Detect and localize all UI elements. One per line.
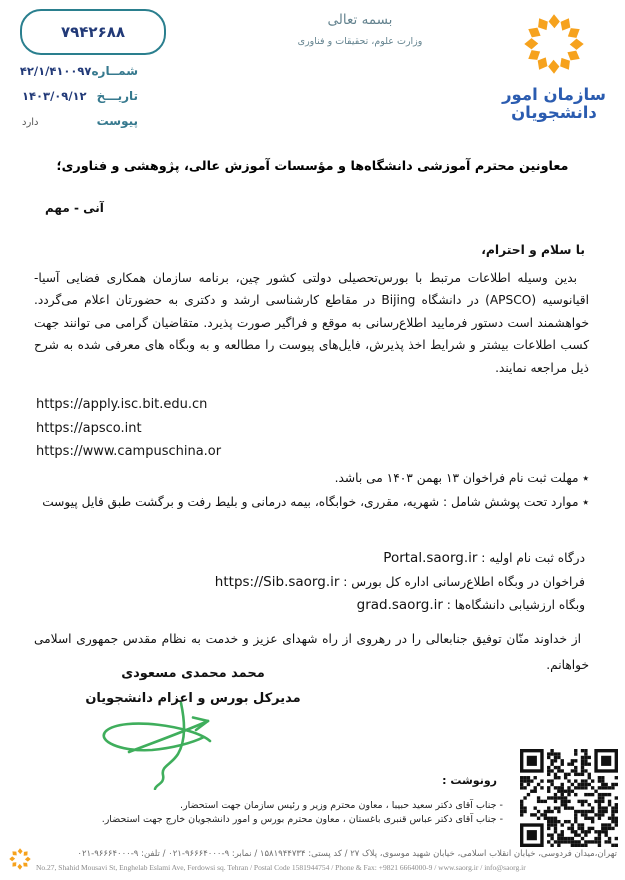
portal-registration-url[interactable]: Portal.saorg.ir bbox=[383, 550, 478, 566]
qr-code bbox=[520, 749, 618, 847]
portal-links bbox=[34, 547, 585, 618]
portal-announcement-url[interactable]: https://Sib.saorg.ir bbox=[214, 573, 340, 590]
link-campuschina[interactable]: https://www.campuschina.or bbox=[36, 444, 222, 459]
number-value: ۴۲/۱/۴۱۰۰۹۷ bbox=[19, 64, 92, 78]
number-label: شمــاره bbox=[91, 64, 138, 78]
external-links bbox=[36, 393, 356, 464]
attachment-value: دارد bbox=[22, 117, 39, 128]
bullet-deadline: ٭ مهلت ثبت نام فراخوان ۱۳ بهمن ۱۴۰۳ می باشد. bbox=[334, 471, 589, 485]
registration-stamp bbox=[20, 9, 166, 55]
cc-label: رونوشت : bbox=[442, 774, 497, 787]
greeting-text: با سلام و احترام، bbox=[481, 243, 585, 257]
cc-list bbox=[40, 799, 503, 826]
date-label: تاریـــخ bbox=[96, 89, 138, 103]
meta-row-date bbox=[22, 89, 138, 103]
org-name bbox=[498, 86, 610, 123]
letter-meta bbox=[19, 64, 138, 139]
footer-address-en: No.27, Shahid Mousavi St, Enghelab Eslami Ave, Ferdowsi sq. Tehran / Postal Code 1581944754 / Phone & Fax: +9821 6664000-9 / www.saorg.ir / info@saorg.ir bbox=[36, 863, 526, 872]
cc-item-1: - جناب آقای دکتر سعید حبیبا ، معاون محترم وزیر و رئیس سازمان جهت استحضار. bbox=[179, 800, 503, 811]
priority-tag: آنی - مهم bbox=[45, 201, 104, 215]
closing-paragraph: از خداوند منّان توفیق جنابعالی را در رهروی از راه شهدای عزیز و خدمت به نظام مقدس جمهوری اسلامی خواهانم. bbox=[34, 632, 589, 672]
signatory-title: مدیرکل بورس و اعزام دانشجویان bbox=[85, 691, 301, 706]
portal-evaluation bbox=[34, 594, 585, 618]
bullet-notes bbox=[34, 466, 589, 514]
attachment-label: پیوست bbox=[96, 114, 138, 128]
portal-announcement bbox=[34, 571, 585, 595]
cc-item-2: - جناب آقای دکتر عباس قنبری باغستان ، معاون محترم بورس و امور دانشجویان خارج جهت استحضار. bbox=[101, 813, 503, 825]
portal-evaluation-url[interactable]: grad.saorg.ir bbox=[356, 597, 443, 613]
org-name-line2: دانشجویان bbox=[511, 103, 597, 123]
header-center-block bbox=[250, 12, 470, 47]
meta-row-number bbox=[19, 64, 138, 78]
sun-logo-icon bbox=[516, 8, 592, 80]
date-value: ۱۴۰۳/۰۹/۱۲ bbox=[22, 89, 87, 103]
letter-body: بدین وسیله اطلاعات مرتبط با بورس‌تحصیلی دولتی کشور چین، برنامه سازمان همکاری فضایی آسیا- اقیانوسیه (APSCO) در دانشگاه Bijing در مقاطع کارشناسی ارشد و دکتری به حضورتان اعلام می‌گردد. خواهشمند است دستور فرمایید اطلاع‌رسانی به موقع و فراگیر صورت پذیرد. متقاضیان گرامی می توانند جهت کسب اطلاعات بیشتر و شرایط اخذ پذیرش، فایل‌های پیوست را مطالعه و به وبگاه های معرفی شده به شرح ذیل مراجعه نمایند. bbox=[34, 271, 589, 375]
signatory-name: محمد محمدی مسعودی bbox=[121, 666, 265, 681]
portal-registration bbox=[34, 547, 585, 571]
bullet-coverage: ٭ موارد تحت پوشش شامل : شهریه، مقرری، خوابگاه، بیمه درمانی و بلیط رفت و برگشت طبق فایل پیوست bbox=[42, 495, 589, 509]
portal-announcement-label: فراخوان در وبگاه اطلاع‌رسانی اداره کل بورس : bbox=[343, 574, 585, 589]
letter-subject: معاونین محترم آموزشی دانشگاه‌ها و مؤسسات آموزش عالی، پژوهشی و فناوری؛ bbox=[56, 159, 569, 174]
besmele-text: بسمه تعالی bbox=[327, 12, 393, 28]
meta-row-attachment bbox=[22, 114, 138, 128]
portal-evaluation-label: وبگاه ارزشیابی دانشگاه‌ها : bbox=[446, 598, 585, 612]
footer-sun-logo-icon bbox=[7, 846, 33, 872]
link-apsco[interactable]: https://apsco.int bbox=[36, 420, 142, 436]
ministry-name: وزارت علوم، تحقیقات و فناوری bbox=[297, 36, 423, 47]
footer-address-fa: تهران،میدان فردوسی، خیابان انقلاب اسلامی، خیابان شهید موسوی، پلاک ۲۷ / کد پستی: ۱۵۸۱۹۴۴۷۳۴ / نمابر: ۹-۹۶۶۶۴۰۰۰-۰۲۱ / تلفن: ۹-۹۶۶۶۴۰۰۰-۰۲۱ bbox=[77, 849, 617, 859]
portal-registration-label: درگاه ثبت نام اولیه : bbox=[481, 551, 585, 565]
stamp-number: ۷۹۴۲۶۸۸ bbox=[60, 23, 126, 41]
org-name-line1: سازمان امور bbox=[502, 85, 606, 104]
handwritten-signature bbox=[95, 700, 255, 790]
organization-logo bbox=[498, 8, 610, 123]
letterhead-footer bbox=[36, 849, 617, 872]
link-apply-isc[interactable]: https://apply.isc.bit.edu.cn bbox=[36, 397, 208, 412]
